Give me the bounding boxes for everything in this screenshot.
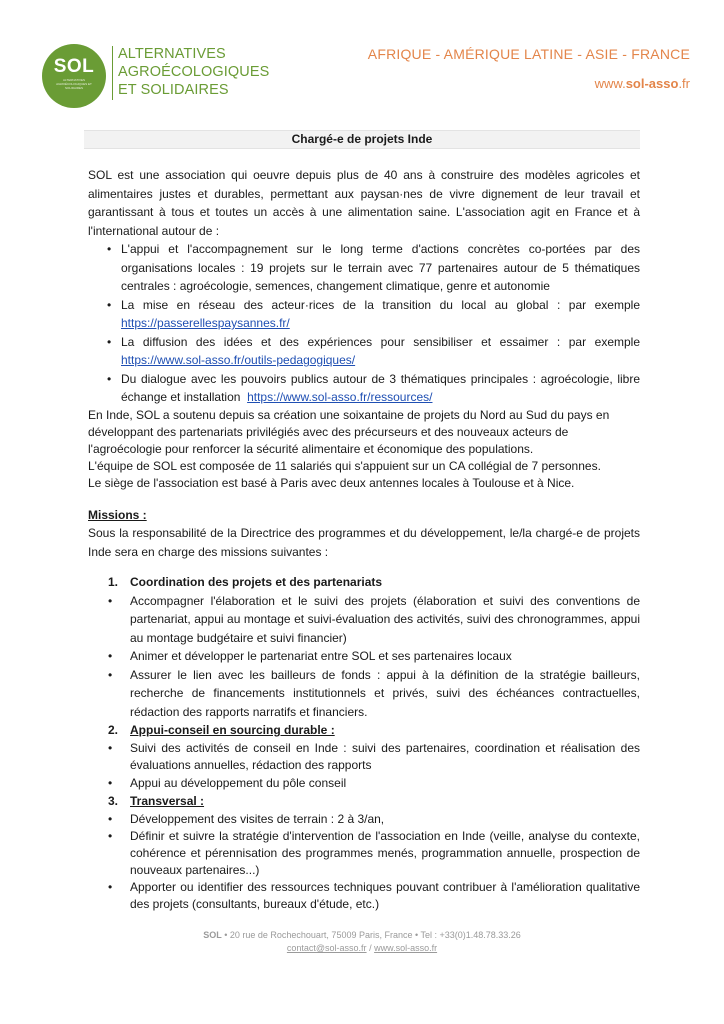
section-heading xyxy=(88,573,640,592)
page-footer xyxy=(0,929,724,955)
section-heading xyxy=(88,721,640,740)
website-domain: sol-asso xyxy=(625,76,679,91)
missions-intro: Sous la responsabilité de la Directrice des programmes et du développement, le/la chargé-e de projets Inde sera en charge des missions suivantes : xyxy=(88,526,640,559)
task-item: • Appui au développement du pôle conseil xyxy=(130,774,640,793)
activity-text: La mise en réseau des acteur·rices de la transition du local au global : par exemple xyxy=(121,297,640,312)
organization-name-line: AGROÉCOLOGIQUES xyxy=(118,64,270,80)
task-item: • Suivi des activités de conseil en Inde : suivi des partenaires, coordination et réalisation des évaluations annuelles, rédaction des rapports xyxy=(130,740,640,774)
section-title: Coordination des projets et des partenariats xyxy=(130,575,383,589)
logo-divider xyxy=(112,46,113,100)
footer-address: • 20 rue de Rochechouart, 75009 Paris, France • Tel : +33(0)1.48.78.33.26 xyxy=(221,930,521,940)
activity-item xyxy=(121,370,640,407)
passerelles-link[interactable]: https://passerellespaysannes.fr/ xyxy=(121,316,290,330)
section-number: 1. xyxy=(108,575,119,589)
task-list xyxy=(88,740,640,793)
logo-wordmark: SOL xyxy=(53,55,95,77)
outils-pedagogiques-link[interactable]: https://www.sol-asso.fr/outils-pedagogiques/ xyxy=(121,353,356,367)
task-list xyxy=(88,592,640,722)
activity-item xyxy=(121,333,640,370)
website-suffix: .fr xyxy=(678,76,690,91)
ressources-link[interactable]: https://www.sol-asso.fr/ressources/ xyxy=(247,390,433,404)
footer-links-line xyxy=(0,942,724,955)
header-website-link[interactable] xyxy=(595,76,690,91)
footer-org: SOL xyxy=(203,930,222,940)
intro-paragraph: SOL est une association qui oeuvre depuis plus de 40 ans à construire des modèles agricoles et alimentaires justes et durables, permettant aux paysan·nes de vivre dignement de leur travail et garantissant à tous et toutes un accès à une alimentation saine. L'association agit en France et à l'international autour de : xyxy=(88,168,640,238)
sol-logo xyxy=(42,44,106,108)
task-list xyxy=(88,811,640,913)
organization-name xyxy=(118,45,269,99)
regions-banner: AFRIQUE - AMÉRIQUE LATINE - ASIE - FRANCE xyxy=(367,46,690,62)
activity-text: L'appui et l'accompagnement sur le long terme d'actions concrètes co-portées par des organisations locales : 19 projets sur le terrain avec 77 partenaires autour de 5 thématiques centrales : agroécologie, semences, changement climatique, genre et autonomie xyxy=(121,242,640,293)
organization-name-line: ET SOLIDAIRES xyxy=(118,82,229,98)
task-item: • Assurer le lien avec les bailleurs de fonds : appui à la définition de la stratégie bailleurs, recherche de financements institutionnels et privés, suivi des échéances contractuelles, rédaction des rapports narratifs et financiers. xyxy=(130,666,640,722)
missions-heading: Missions : xyxy=(88,507,147,522)
footer-separator: / xyxy=(366,943,375,953)
website-prefix: www. xyxy=(594,76,626,91)
india-paragraph: En Inde, SOL a soutenu depuis sa création une soixantaine de projets du Nord au Sud du pays en développant des partenariats privilégiés avec des précurseurs et des nouveaux acteurs de l'agroécologie pour renforcer la sécurité alimentaire et économique des populations. xyxy=(88,407,610,456)
logo-tagline: ALTERNATIVES AGROÉCOLOGIQUES ET SOLIDAIRES xyxy=(56,77,92,90)
section-title: Transversal : xyxy=(130,794,205,808)
task-item: • Développement des visites de terrain : 2 à 3/an, xyxy=(130,811,640,828)
task-item: • Accompagner l'élaboration et le suivi des projets (élaboration et suivi des conventions de partenariat, appui au montage et suivi-évaluation des activités, suivi des chronogrammes, appui au montage budgétaire et suivi financier) xyxy=(130,592,640,648)
activity-list xyxy=(88,240,640,407)
task-item: • Animer et développer le partenariat entre SOL et ses partenaires locaux xyxy=(130,647,640,666)
activity-item xyxy=(121,296,640,333)
section-number: 2. xyxy=(108,723,119,737)
headquarters-paragraph: Le siège de l'association est basé à Paris avec deux antennes locales à Toulouse et à Nice. xyxy=(88,475,575,490)
activity-text: La diffusion des idées et des expériences pour sensibiliser et essaimer : par exemple xyxy=(121,334,640,349)
section-title: Appui-conseil en sourcing durable : xyxy=(130,723,335,737)
section-number: 3. xyxy=(108,794,119,808)
activity-text: Du dialogue avec les pouvoirs publics autour de 3 thématiques principales : agroécologie, libre échange et installation xyxy=(121,371,640,404)
footer-email-link[interactable]: contact@sol-asso.fr xyxy=(286,943,367,953)
task-item: • Définir et suivre la stratégie d'intervention de l'association en Inde (veille, analyse du contexte, cohérence et pérennisation des programmes menés, programmation annuelle, prospection de nouveaux partenaires...) xyxy=(130,828,640,879)
page-title: Chargé-e de projets Inde xyxy=(84,130,640,149)
activity-item xyxy=(121,240,640,296)
task-item: • Apporter ou identifier des ressources techniques pouvant contribuer à l'amélioration qualitative des projets (consultants, bureaux d'étude, etc.) xyxy=(130,879,640,913)
footer-website-link[interactable]: www.sol-asso.fr xyxy=(374,943,438,953)
footer-address-line xyxy=(0,929,724,942)
section-heading xyxy=(88,792,640,811)
organization-name-line: ALTERNATIVES xyxy=(118,46,226,62)
team-paragraph: L'équipe de SOL est composée de 11 salariés qui s'appuient sur un CA collégial de 7 personnes. xyxy=(88,458,601,473)
document-body xyxy=(88,166,640,913)
